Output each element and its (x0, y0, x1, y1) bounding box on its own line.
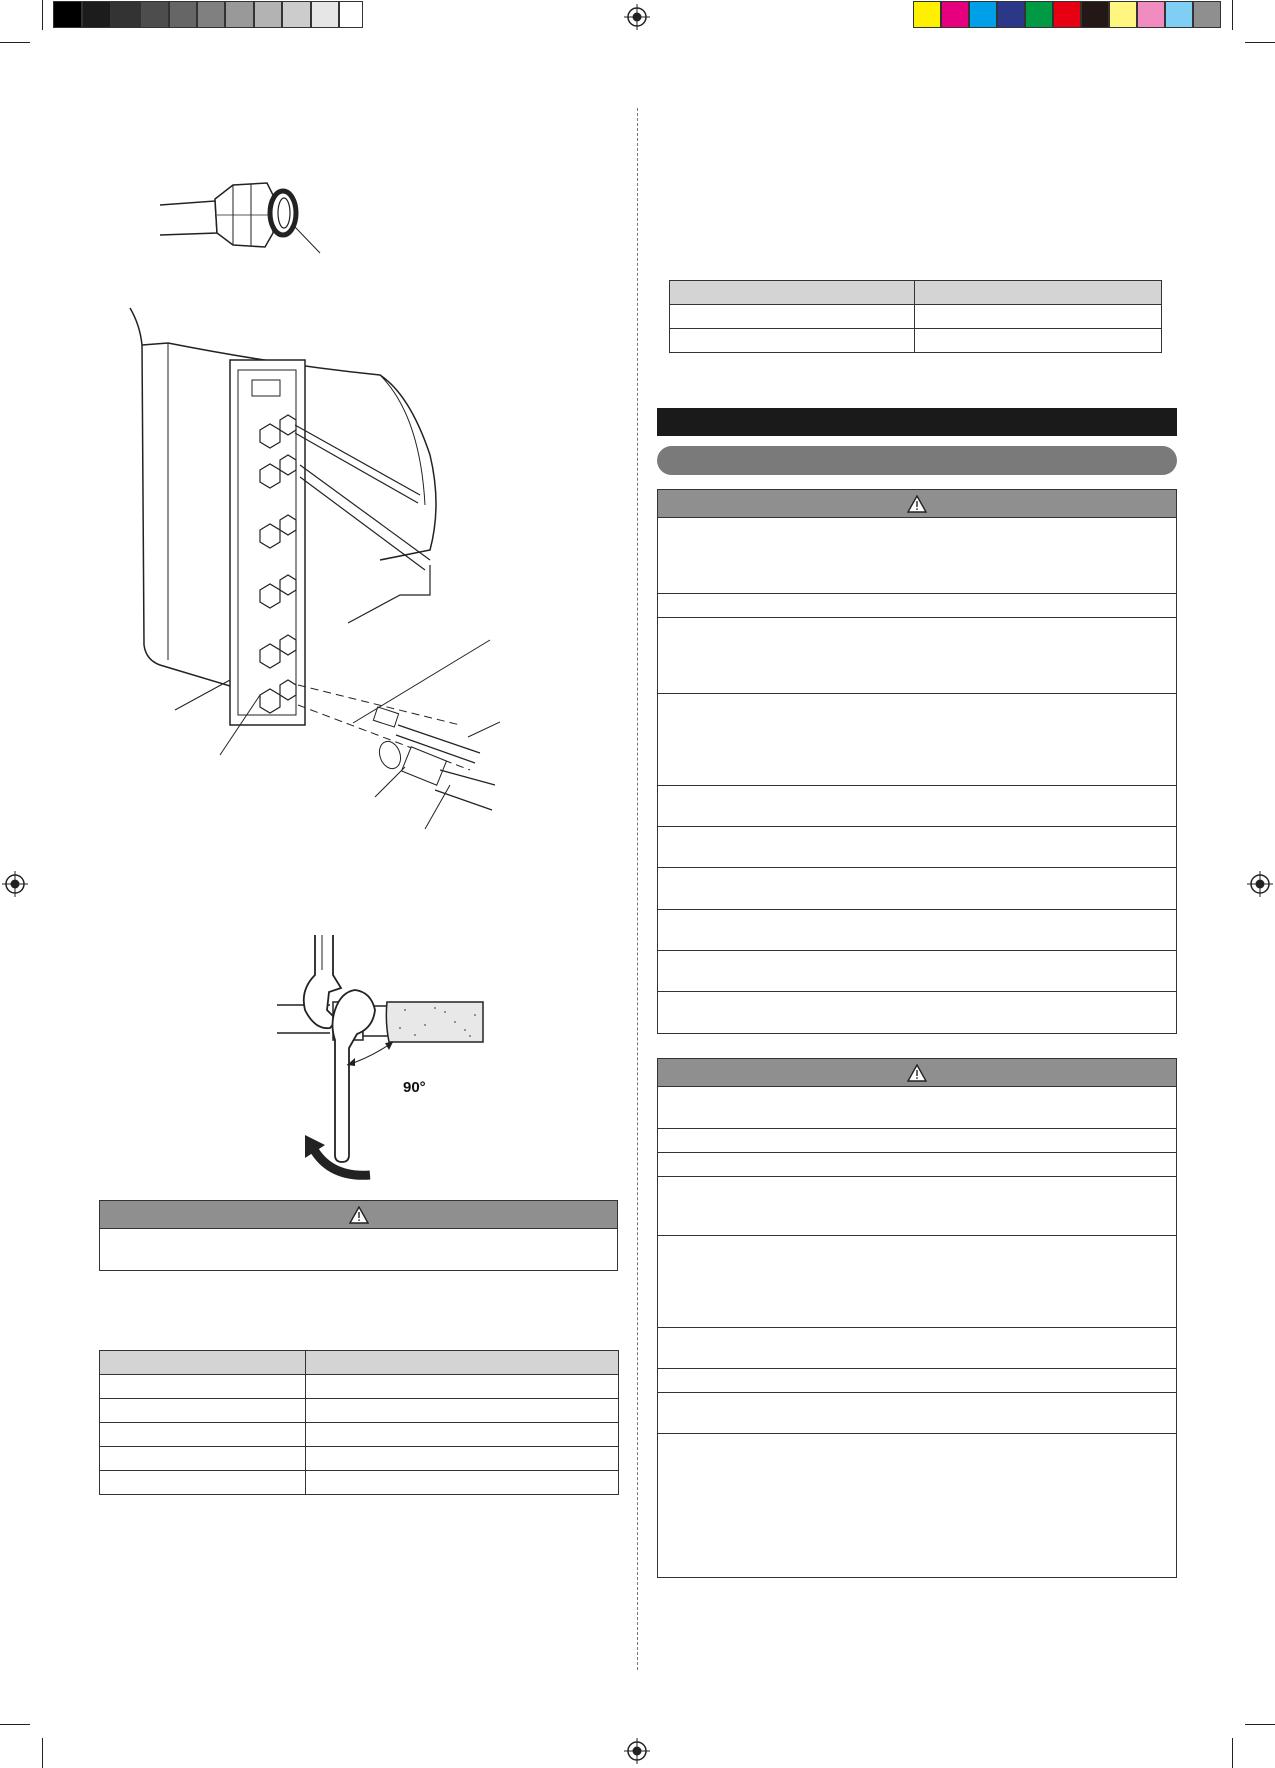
table-cell (306, 1447, 619, 1471)
table-row (670, 305, 1162, 329)
table-header-row (100, 1351, 619, 1375)
table-row (100, 1447, 619, 1471)
table-cell (100, 1471, 306, 1495)
gray-swatch (311, 1, 339, 28)
table-header-cell (915, 281, 1162, 305)
subsection-heading-pill (657, 446, 1177, 475)
torque-table (99, 1350, 619, 1495)
registration-mark-icon (624, 4, 650, 30)
gray-swatch (169, 1, 197, 28)
caution-box-body (100, 1229, 617, 1271)
color-swatch (1053, 1, 1081, 28)
caution-box-header (100, 1201, 617, 1229)
table-cell (100, 1447, 306, 1471)
crop-mark (1245, 1724, 1275, 1725)
warning-item (658, 618, 1176, 694)
warning-item (658, 827, 1176, 868)
caution-item (658, 1434, 1176, 1576)
table-cell (100, 1423, 306, 1447)
caution-item (658, 1328, 1176, 1369)
warning-triangle-icon (907, 1064, 927, 1082)
gray-swatch (140, 1, 169, 28)
table-cell (306, 1399, 619, 1423)
flare-nut-figure (155, 175, 330, 260)
color-swatch (997, 1, 1025, 28)
caution-item (658, 1393, 1176, 1434)
registration-mark-icon (2, 871, 28, 897)
wrench-torque-figure (275, 930, 495, 1180)
gray-swatch (254, 1, 282, 28)
table-cell (915, 305, 1162, 329)
color-swatch (941, 1, 969, 28)
crop-mark (42, 0, 43, 30)
table-header-cell (670, 281, 915, 305)
table-cell (100, 1399, 306, 1423)
table-cell (915, 329, 1162, 353)
crop-mark (1245, 42, 1275, 43)
pipe-size-table (669, 280, 1162, 353)
gray-swatch (197, 1, 225, 28)
table-row (100, 1375, 619, 1399)
color-swatch (969, 1, 997, 28)
color-swatch (1193, 1, 1221, 28)
crop-mark (1232, 0, 1233, 30)
gray-swatch (111, 1, 140, 28)
caution-item (658, 1177, 1176, 1236)
table-row (670, 329, 1162, 353)
table-row (100, 1471, 619, 1495)
color-swatch (1137, 1, 1165, 28)
section-heading-bar (657, 408, 1177, 436)
warning-triangle-icon (349, 1206, 369, 1224)
warning-box (657, 489, 1177, 1034)
crop-mark (42, 1738, 43, 1768)
table-cell (306, 1423, 619, 1447)
warning-box-header (658, 490, 1176, 518)
caution-item (658, 1087, 1176, 1129)
gray-swatch (282, 1, 311, 28)
table-cell (306, 1375, 619, 1399)
color-swatch (1081, 1, 1109, 28)
caution-item (658, 1369, 1176, 1393)
table-cell (306, 1471, 619, 1495)
column-divider (637, 108, 638, 1670)
table-cell (670, 305, 915, 329)
gray-swatch (82, 1, 111, 28)
table-header-cell (100, 1351, 306, 1375)
caution-box (657, 1058, 1177, 1578)
angle-label: 90° (403, 1079, 426, 1096)
caution-item (658, 1236, 1176, 1328)
table-cell (100, 1375, 306, 1399)
crop-mark (0, 42, 30, 43)
gray-swatch (339, 1, 363, 28)
gray-swatch (53, 1, 82, 28)
table-cell (670, 329, 915, 353)
table-header-row (670, 281, 1162, 305)
registration-mark-icon (1247, 871, 1273, 897)
table-row (100, 1399, 619, 1423)
crop-mark (0, 1724, 30, 1725)
warning-item (658, 910, 1176, 951)
warning-triangle-icon (907, 495, 927, 513)
warning-item (658, 518, 1176, 594)
color-swatch (1109, 1, 1137, 28)
warning-item (658, 951, 1176, 992)
color-swatch (1025, 1, 1053, 28)
warning-item (658, 694, 1176, 786)
caution-item (658, 1129, 1176, 1153)
warning-item (658, 786, 1176, 827)
gray-swatch (225, 1, 254, 28)
unit-piping-figure (120, 305, 500, 835)
warning-item (658, 594, 1176, 618)
table-header-cell (306, 1351, 619, 1375)
caution-box-header (658, 1059, 1176, 1087)
caution-box (99, 1200, 618, 1271)
color-swatch (1165, 1, 1193, 28)
warning-item (658, 992, 1176, 1032)
warning-item (658, 868, 1176, 910)
registration-mark-icon (624, 1738, 650, 1764)
color-swatch (913, 1, 941, 28)
caution-item (658, 1153, 1176, 1177)
crop-mark (1232, 1738, 1233, 1768)
table-row (100, 1423, 619, 1447)
